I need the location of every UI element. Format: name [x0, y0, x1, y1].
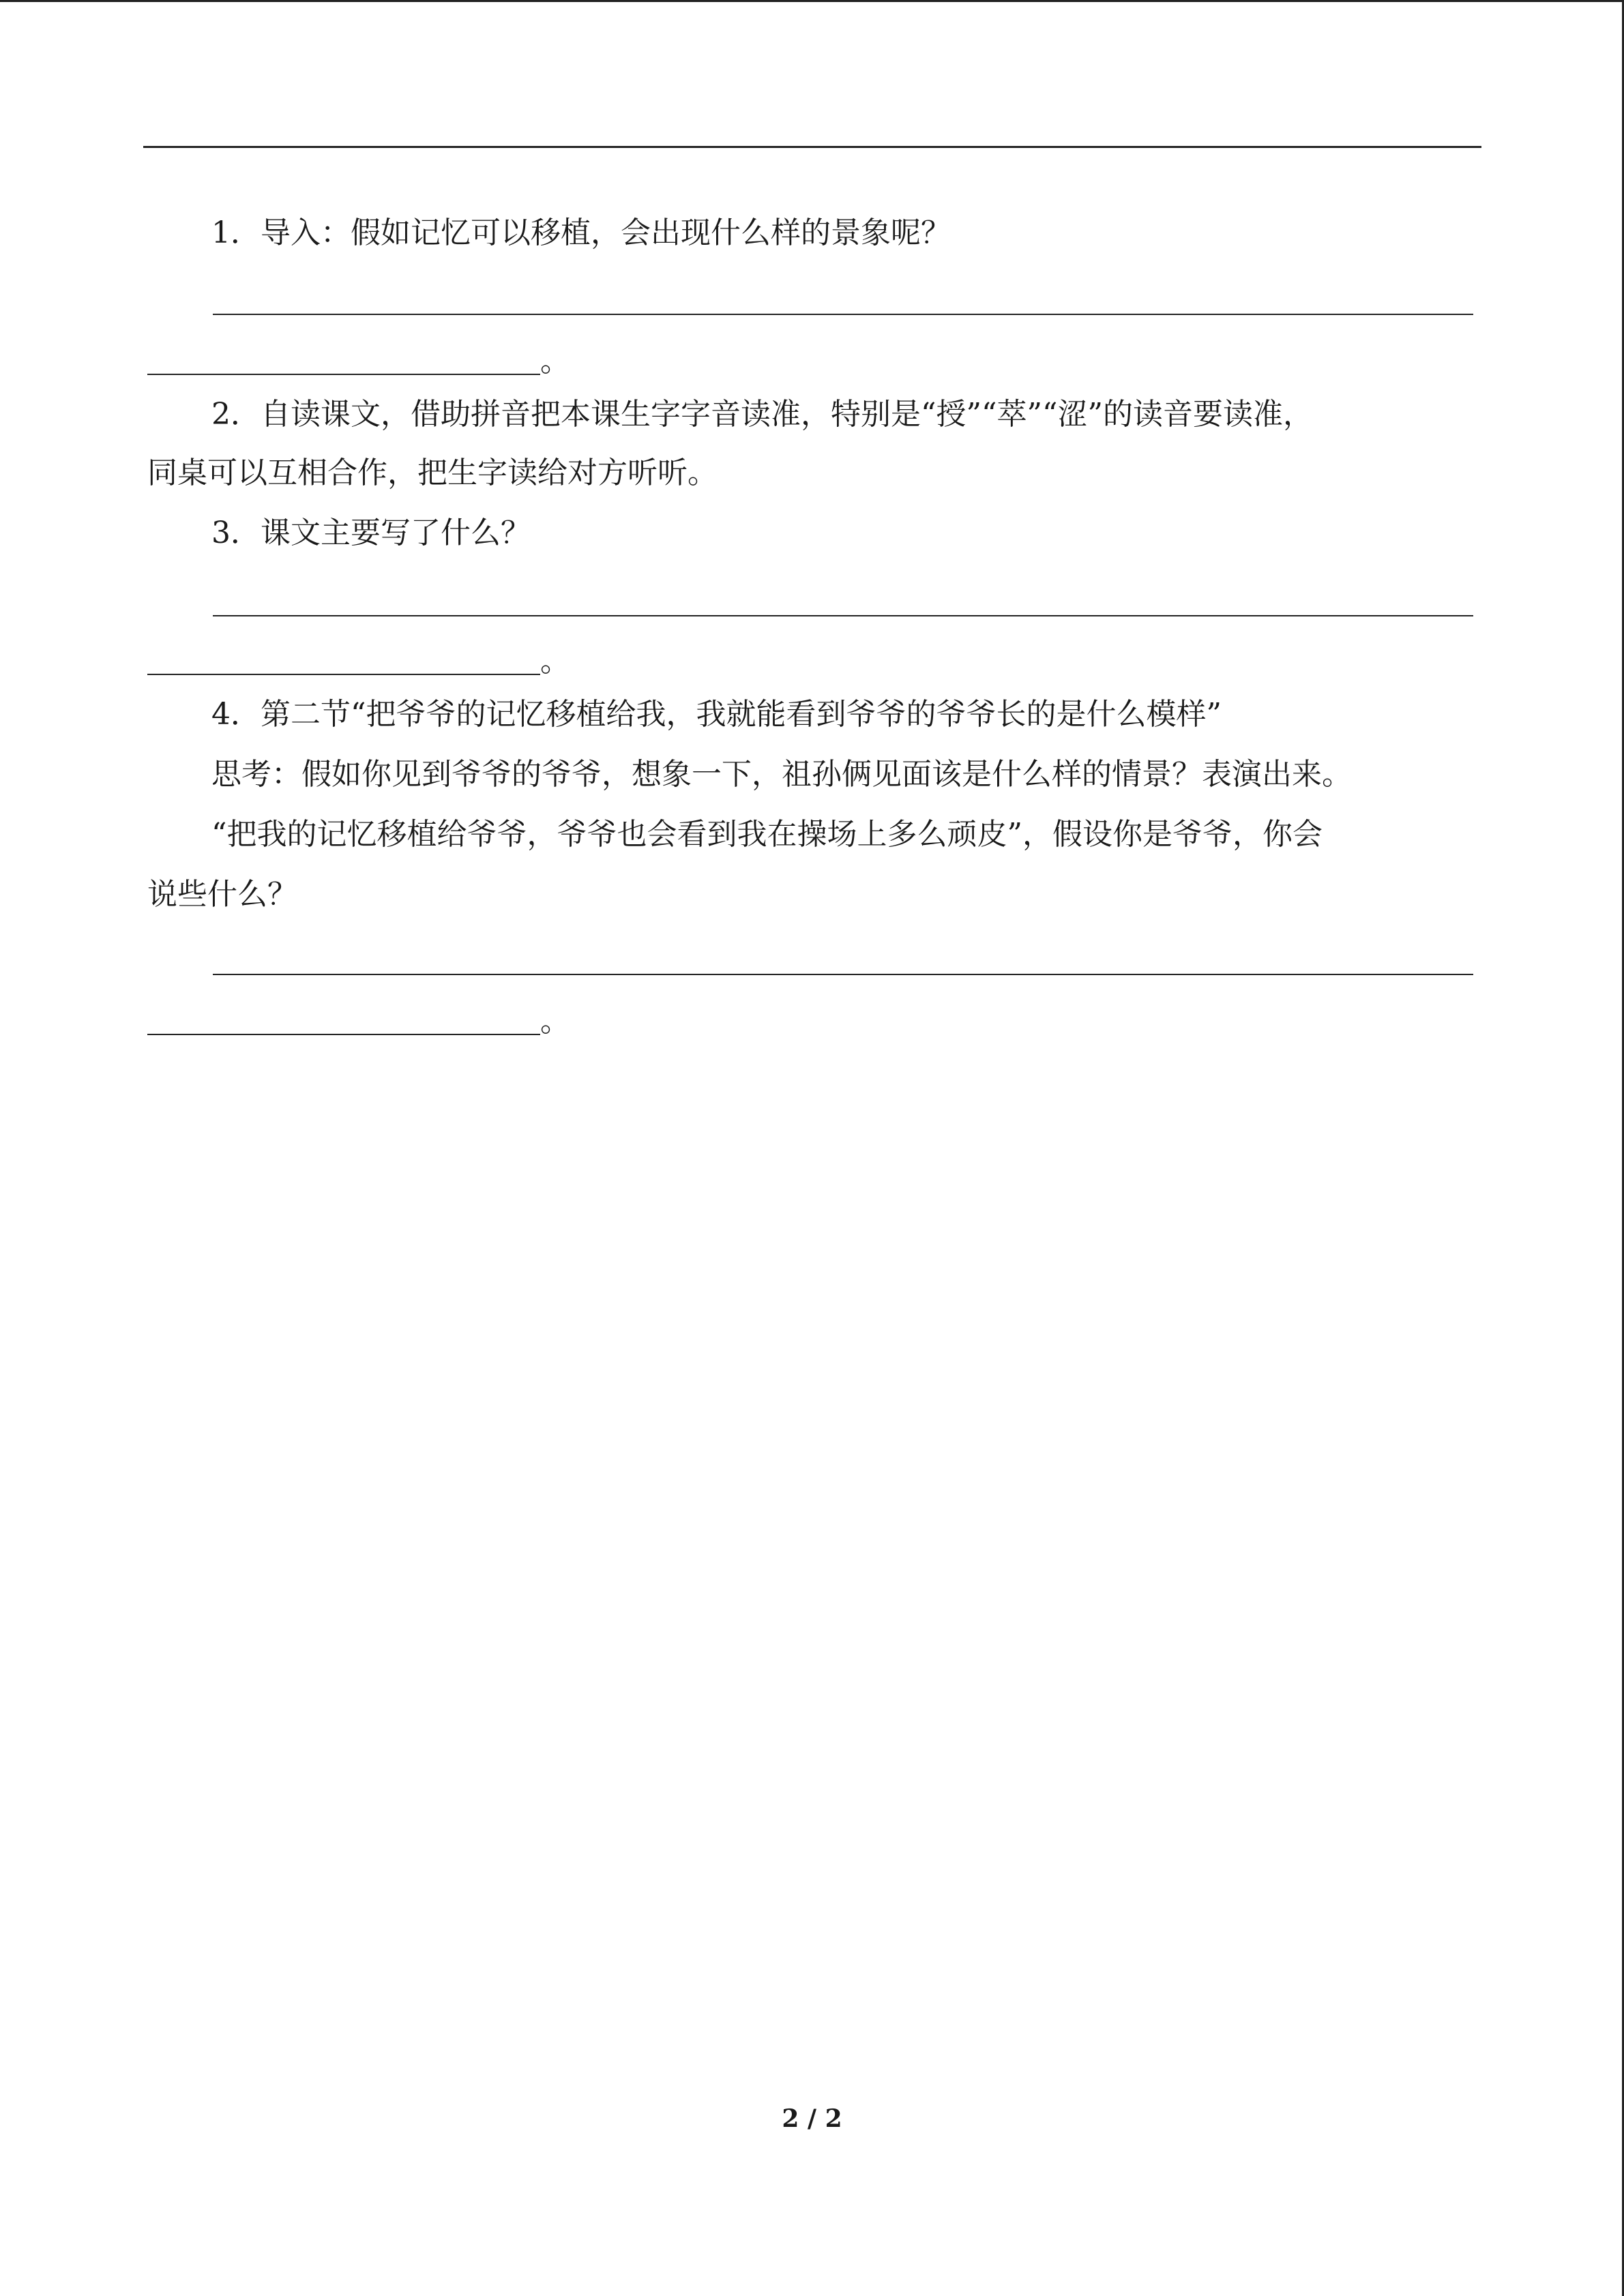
question-2-line-1: 2．自读课文，借助拼音把本课生字字音读准，特别是“授”“萃”“涩”的读音要读准， — [211, 397, 1313, 432]
page-number: 2 / 2 — [782, 2104, 842, 2133]
question-4-quote-line-1: “把我的记忆移植给爷爷，爷爷也会看到我在操场上多么顽皮”，假设你是爷爷，你会 — [211, 817, 1323, 852]
answer-end-mark-1: 。 — [540, 344, 570, 378]
answer-blank-3-line-2[interactable] — [147, 674, 540, 675]
answer-blank-4-line-2[interactable] — [147, 1034, 540, 1035]
answer-blank-1-line-2[interactable] — [147, 374, 540, 375]
question-4: 4．第二节“把爷爷的记忆移植给我，我就能看到爷爷的爷爷长的是什么模样” — [211, 697, 1222, 732]
answer-end-mark-4: 。 — [540, 1004, 570, 1039]
question-2-line-2: 同桌可以互相合作，把生字读给对方听听。 — [147, 456, 718, 490]
question-1: 1．导入：假如记忆可以移植，会出现什么样的景象呢？ — [211, 215, 951, 250]
question-4-quote-line-2: 说些什么？ — [147, 877, 297, 912]
answer-blank-1-line-1[interactable] — [213, 314, 1473, 315]
question-3: 3．课文主要写了什么？ — [211, 516, 531, 550]
answer-blank-3-line-1[interactable] — [213, 615, 1473, 616]
answer-end-mark-3: 。 — [540, 644, 570, 679]
answer-blank-4-line-1[interactable] — [213, 974, 1473, 975]
header-rule — [143, 146, 1481, 148]
question-4-think: 思考：假如你见到爷爷的爷爷，想象一下，祖孙俩见面该是什么样的情景？表演出来。 — [211, 757, 1352, 792]
